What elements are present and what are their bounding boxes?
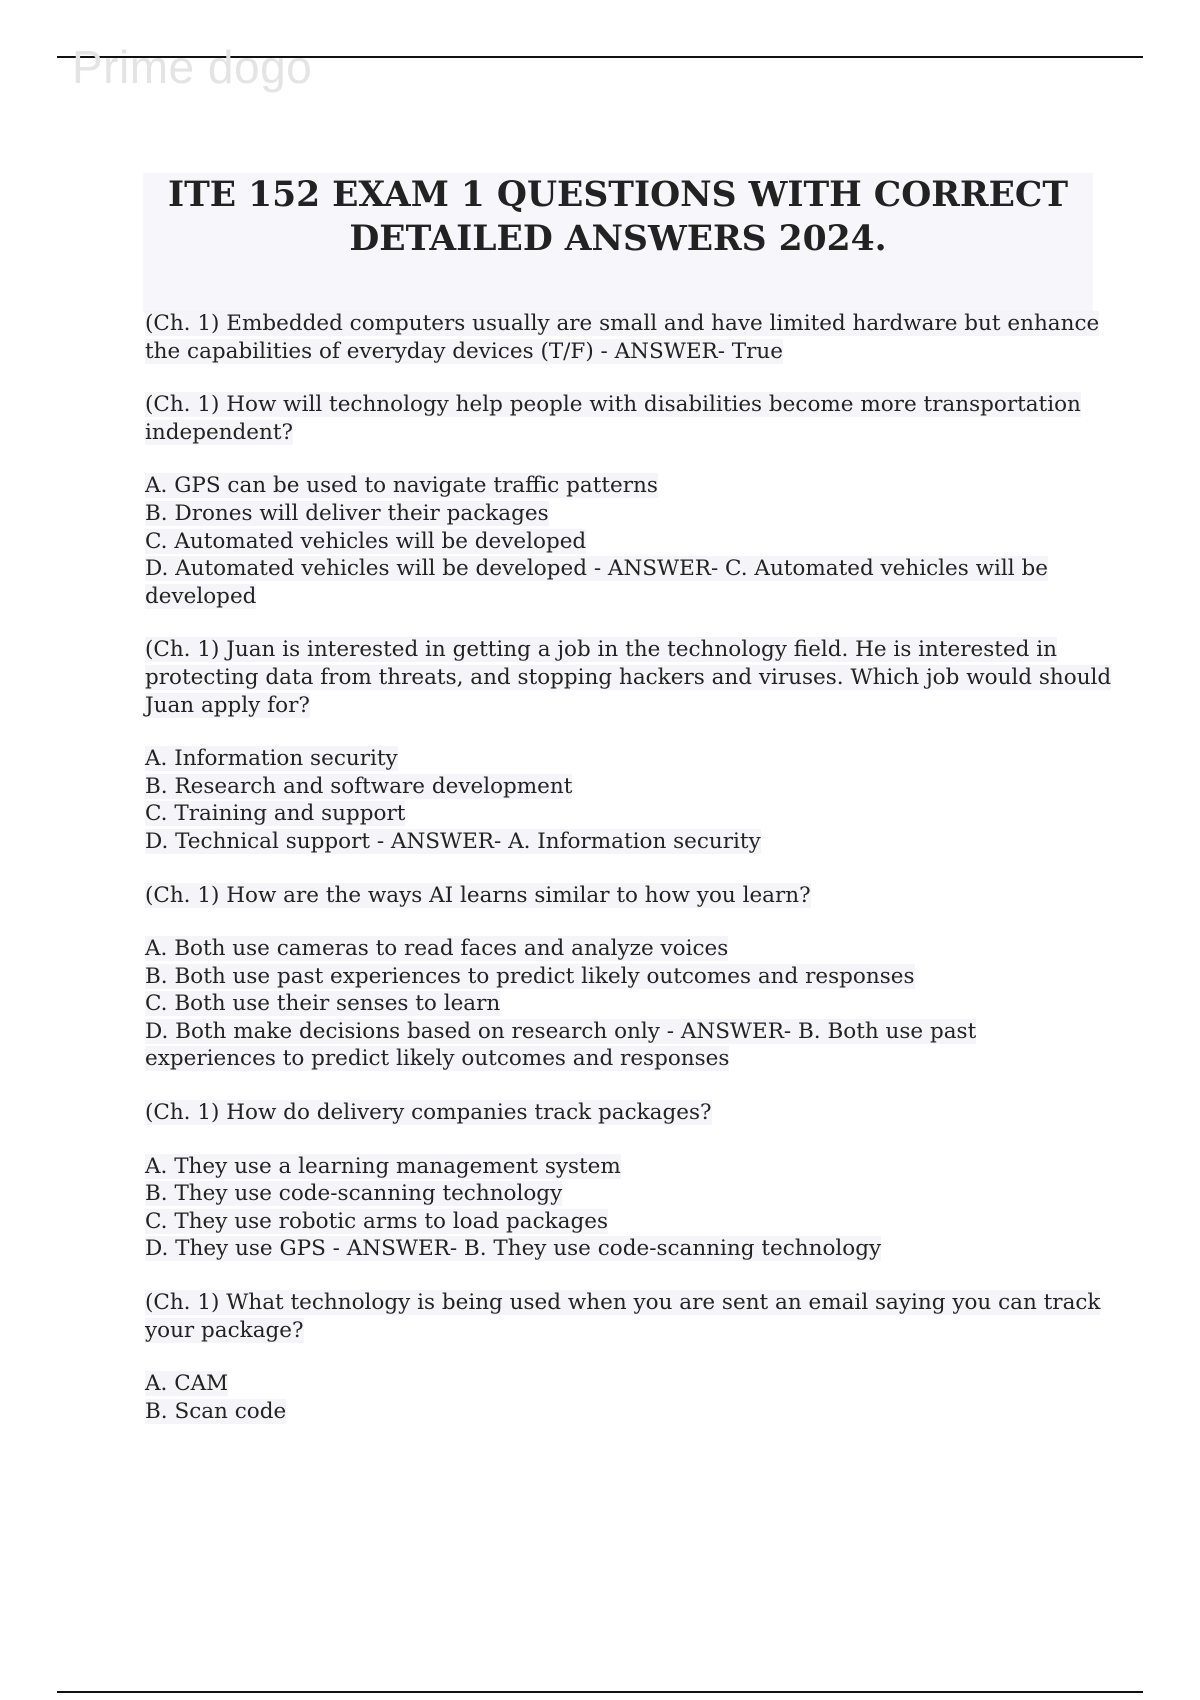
text-line: (Ch. 1) How are the ways AI learns similar to how you learn? xyxy=(145,882,811,908)
option-line: A. GPS can be used to navigate traffic patterns xyxy=(145,473,658,499)
option-line: B. They use code-scanning technology xyxy=(145,1181,563,1207)
option-line: D. They use GPS - ANSWER- B. They use code-scanning technology xyxy=(145,1236,882,1262)
option-line: developed xyxy=(145,583,257,609)
watermark-text: Prime dogo xyxy=(72,41,313,93)
question-4-stem xyxy=(145,882,1095,910)
question-5-stem xyxy=(145,1099,1095,1127)
question-6-stem xyxy=(145,1289,1101,1344)
option-line: D. Technical support - ANSWER- A. Information security xyxy=(145,828,761,854)
question-2-options xyxy=(145,472,1095,610)
text-line: Juan apply for? xyxy=(145,692,310,718)
option-line: B. Drones will deliver their packages xyxy=(145,500,549,526)
question-3-stem xyxy=(145,636,1112,719)
question-3-options xyxy=(145,745,1095,855)
document-body xyxy=(145,310,1112,1451)
text-line: (Ch. 1) What technology is being used when you are sent an email saying you can track xyxy=(145,1290,1101,1316)
question-2-stem xyxy=(145,391,1095,446)
option-line: D. Automated vehicles will be developed - ANSWER- C. Automated vehicles will be xyxy=(145,556,1048,582)
option-line: D. Both make decisions based on research only - ANSWER- B. Both use past xyxy=(145,1018,977,1044)
text-line: (Ch. 1) How will technology help people with disabilities become more transportation xyxy=(145,392,1081,418)
question-4-options xyxy=(145,935,1095,1073)
question-6-options xyxy=(145,1370,1095,1425)
text-line: your package? xyxy=(145,1317,304,1343)
document-title xyxy=(143,173,1093,261)
option-line: A. Information security xyxy=(145,746,398,772)
option-line: B. Both use past experiences to predict likely outcomes and responses xyxy=(145,963,915,989)
option-line: C. They use robotic arms to load packages xyxy=(145,1208,608,1234)
text-line: protecting data from threats, and stopping hackers and viruses. Which job would should xyxy=(145,664,1112,690)
title-line: DETAILED ANSWERS 2024. xyxy=(349,219,887,259)
question-1 xyxy=(145,310,1100,365)
option-line: C. Training and support xyxy=(145,801,406,827)
title-line: ITE 152 EXAM 1 QUESTIONS WITH CORRECT xyxy=(167,175,1069,215)
text-line: the capabilities of everyday devices (T/F) - ANSWER- True xyxy=(145,338,783,364)
title-block xyxy=(143,173,1093,313)
question-5-options xyxy=(145,1153,1095,1263)
text-line: (Ch. 1) Juan is interested in getting a job in the technology field. He is interested in xyxy=(145,637,1057,663)
footer-rule xyxy=(57,1691,1143,1693)
text-line: (Ch. 1) Embedded computers usually are small and have limited hardware but enhance xyxy=(145,311,1100,336)
text-line: (Ch. 1) How do delivery companies track packages? xyxy=(145,1100,712,1126)
option-line: A. CAM xyxy=(145,1371,229,1397)
option-line: C. Both use their senses to learn xyxy=(145,991,501,1017)
option-line: B. Research and software development xyxy=(145,773,573,799)
option-line: A. Both use cameras to read faces and analyze voices xyxy=(145,936,729,962)
option-line: C. Automated vehicles will be developed xyxy=(145,528,587,554)
option-line: A. They use a learning management system xyxy=(145,1153,621,1179)
option-line: experiences to predict likely outcomes and responses xyxy=(145,1046,730,1072)
option-line: B. Scan code xyxy=(145,1398,287,1424)
text-line: independent? xyxy=(145,419,294,445)
